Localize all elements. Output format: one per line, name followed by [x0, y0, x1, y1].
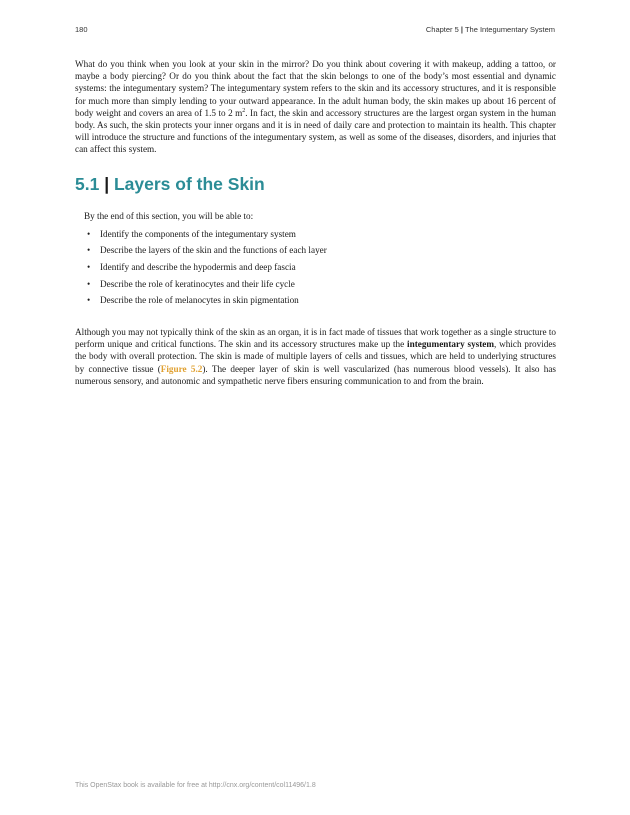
section-number: 5.1 [75, 173, 100, 194]
objective-text: Identify and describe the hypodermis and deep fascia [100, 262, 296, 272]
page-content [75, 58, 556, 387]
chapter-label: Chapter 5 [425, 25, 459, 34]
running-head [426, 25, 555, 34]
objective-item [87, 261, 556, 278]
bullet-icon: • [87, 278, 91, 289]
intro-text-1: What do you think when you look at your skin in the mirror? Do you think about covering it with makeup, adding a tattoo, or maybe a body piercing? Or do you think about the fact that the skin belongs to one of the body’s most essential and dynamic systems: the integumentary system? The integumentary system refers to the skin and its accessory structures, and it is responsible for much more than simply lending to your outward appearance. In the adult human body, the skin makes up about 16 percent of body weight and covers an area of 1.5 to 2 m [75, 59, 556, 118]
page-footer: This OpenStax book is available for free at http://cnx.org/content/col11496/1.8 [75, 782, 316, 789]
page-number: 180 [75, 25, 88, 34]
section-title: Layers of the Skin [113, 173, 265, 194]
bullet-icon: • [87, 262, 91, 272]
figure-link[interactable]: Figure 5.2 [160, 363, 203, 374]
objective-item [87, 244, 556, 261]
learning-objectives [84, 211, 556, 311]
objective-item [87, 228, 556, 245]
page-header [75, 25, 555, 34]
body-text-2: , which provides the body with overall protection. The skin is made of multiple layers of cells and tissues, which are held to underlying structures by connective tissue ( [75, 339, 557, 374]
key-term: integumentary system [407, 339, 495, 350]
section-separator: | [104, 173, 110, 194]
objective-item [87, 294, 556, 311]
objective-text: Describe the role of melanocytes in skin pigmentation [100, 295, 299, 306]
body-text-1: Although you may not typically think of the skin as an organ, it is in fact made of tissues that work together as a single structure to perform unique and critical functions. The skin and its accessory structures make up the [75, 327, 556, 350]
objective-item [87, 278, 556, 295]
objective-text: Describe the role of keratinocytes and their life cycle [100, 278, 295, 289]
bullet-icon: • [87, 245, 91, 256]
chapter-title: The Integumentary System [464, 25, 555, 34]
objective-text: Describe the layers of the skin and the functions of each layer [100, 245, 327, 256]
bullet-icon: • [87, 228, 91, 239]
objectives-intro: By the end of this section, you will be able to: [84, 210, 254, 221]
second-paragraph [75, 326, 556, 387]
section-heading [75, 173, 556, 195]
objective-text: Identify the components of the integumentary system [100, 228, 296, 239]
intro-paragraph [75, 58, 556, 156]
intro-text-2: . In fact, the skin and accessory structures are the largest organ system in the human body. As such, the skin protects your inner organs and it is in need of daily care and protection to maintain its health. This chapter will introduce the structure and functions of the integumentary system, as well as some of the diseases, disorders, and injuries that can affect this system. [75, 107, 556, 155]
body-text-3: ). The deeper layer of skin is well vascularized (has numerous blood vessels). It also has numerous sensory, and autonomic and sympathetic nerve fibers ensuring communication to and from the brain. [75, 363, 556, 386]
superscript-2: 2 [242, 107, 246, 114]
bullet-icon: • [87, 295, 91, 306]
header-separator: | [460, 25, 463, 34]
objectives-list [84, 228, 556, 311]
